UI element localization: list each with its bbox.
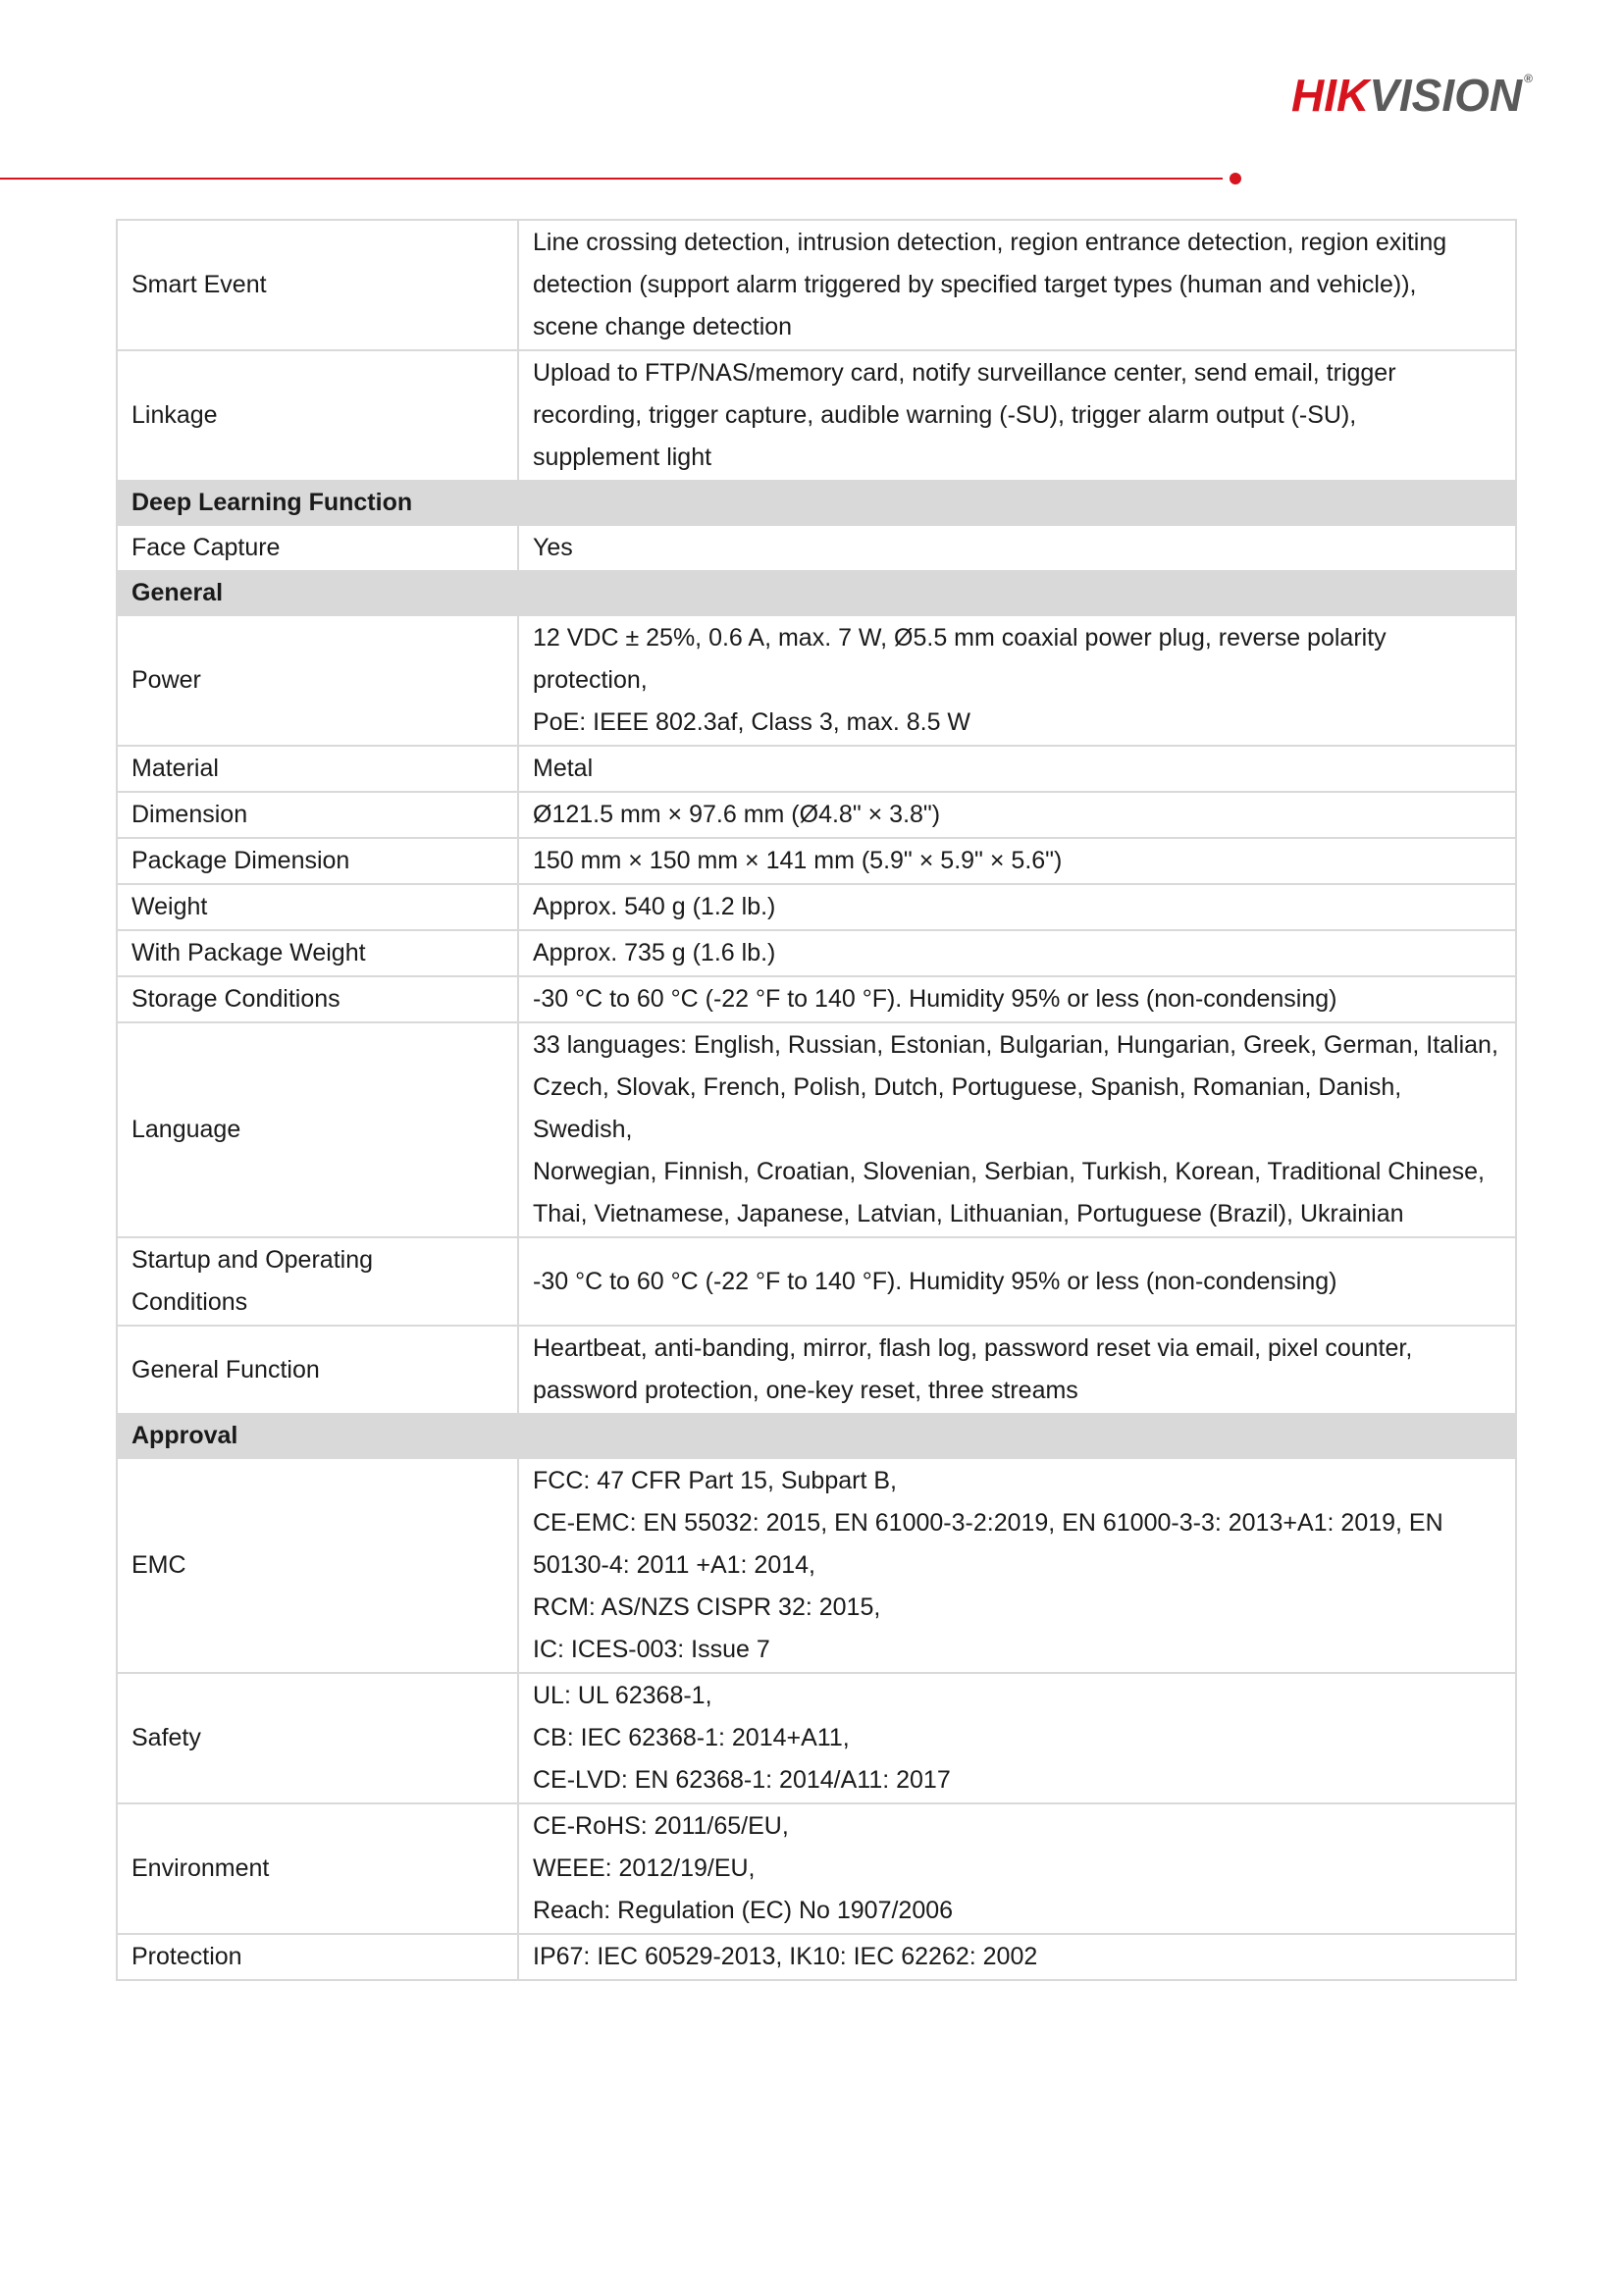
value-line: supplement light bbox=[533, 444, 712, 471]
value-line: 12 VDC ± 25%, 0.6 A, max. 7 W, Ø5.5 mm coaxial power plug, reverse polarity bbox=[533, 624, 1387, 652]
spec-value: Approx. 735 g (1.6 lb.) bbox=[518, 930, 1516, 976]
spec-label: With Package Weight bbox=[117, 930, 518, 976]
spec-value: Approx. 540 g (1.2 lb.) bbox=[518, 884, 1516, 930]
spec-label: Dimension bbox=[117, 792, 518, 838]
spec-label: EMC bbox=[117, 1458, 518, 1673]
label-line: Startup and Operating bbox=[131, 1246, 373, 1274]
value-line: password protection, one-key reset, three streams bbox=[533, 1377, 1078, 1404]
value-line: scene change detection bbox=[533, 313, 793, 340]
spec-row-dimension bbox=[117, 792, 1516, 838]
value-line: protection, bbox=[533, 666, 648, 694]
value-line: CE-EMC: EN 55032: 2015, EN 61000-3-2:2019, EN 61000-3-3: 2013+A1: 2019, EN bbox=[533, 1509, 1443, 1537]
spec-label: Power bbox=[117, 615, 518, 746]
value-line: Thai, Vietnamese, Japanese, Latvian, Lithuanian, Portuguese (Brazil), Ukrainian bbox=[533, 1200, 1404, 1227]
spec-label: Storage Conditions bbox=[117, 976, 518, 1022]
spec-value bbox=[518, 350, 1516, 481]
value-line: Upload to FTP/NAS/memory card, notify surveillance center, send email, trigger bbox=[533, 359, 1396, 387]
spec-label: Protection bbox=[117, 1934, 518, 1980]
section-heading: General bbox=[117, 571, 1516, 615]
value-line: RCM: AS/NZS CISPR 32: 2015, bbox=[533, 1593, 881, 1621]
spec-value bbox=[518, 1022, 1516, 1237]
spec-label: Face Capture bbox=[117, 525, 518, 571]
spec-value: Ø121.5 mm × 97.6 mm (Ø4.8" × 3.8") bbox=[518, 792, 1516, 838]
value-line: WEEE: 2012/19/EU, bbox=[533, 1854, 756, 1882]
spec-value bbox=[518, 615, 1516, 746]
spec-row-linkage bbox=[117, 350, 1516, 481]
spec-value bbox=[518, 220, 1516, 350]
hikvision-logo bbox=[1290, 70, 1533, 121]
spec-value: 150 mm × 150 mm × 141 mm (5.9" × 5.9" × 5.6") bbox=[518, 838, 1516, 884]
value-line: recording, trigger capture, audible warning (-SU), trigger alarm output (-SU), bbox=[533, 401, 1357, 429]
logo-primary: HIK bbox=[1290, 70, 1370, 121]
spec-row-weight bbox=[117, 884, 1516, 930]
spec-value bbox=[518, 1673, 1516, 1803]
spec-label: Language bbox=[117, 1022, 518, 1237]
spec-row-storage-conditions bbox=[117, 976, 1516, 1022]
spec-value bbox=[518, 1458, 1516, 1673]
spec-label: Package Dimension bbox=[117, 838, 518, 884]
value-line: detection (support alarm triggered by specified target types (human and vehicle)), bbox=[533, 271, 1417, 298]
spec-table bbox=[116, 219, 1517, 1981]
spec-value: -30 °C to 60 °C (-22 °F to 140 °F). Humidity 95% or less (non-condensing) bbox=[518, 976, 1516, 1022]
spec-row-power bbox=[117, 615, 1516, 746]
value-line: Norwegian, Finnish, Croatian, Slovenian, Serbian, Turkish, Korean, Traditional Chinese, bbox=[533, 1158, 1485, 1185]
logo-secondary: VISION bbox=[1369, 70, 1523, 121]
value-line: IC: ICES-003: Issue 7 bbox=[533, 1636, 770, 1663]
section-general bbox=[117, 571, 1516, 615]
spec-row-emc bbox=[117, 1458, 1516, 1673]
section-heading: Approval bbox=[117, 1414, 1516, 1458]
spec-row-face-capture bbox=[117, 525, 1516, 571]
value-line: FCC: 47 CFR Part 15, Subpart B, bbox=[533, 1467, 897, 1494]
value-line: CE-LVD: EN 62368-1: 2014/A11: 2017 bbox=[533, 1766, 951, 1794]
spec-row-environment bbox=[117, 1803, 1516, 1934]
section-heading: Deep Learning Function bbox=[117, 481, 1516, 525]
spec-value: Yes bbox=[518, 525, 1516, 571]
value-line: 50130-4: 2011 +A1: 2014, bbox=[533, 1551, 815, 1579]
value-line: UL: UL 62368-1, bbox=[533, 1682, 712, 1709]
label-line: Conditions bbox=[131, 1288, 248, 1316]
value-line: CE-RoHS: 2011/65/EU, bbox=[533, 1812, 789, 1840]
section-approval bbox=[117, 1414, 1516, 1458]
spec-value: IP67: IEC 60529-2013, IK10: IEC 62262: 2002 bbox=[518, 1934, 1516, 1980]
spec-row-package-dimension bbox=[117, 838, 1516, 884]
spec-row-protection bbox=[117, 1934, 1516, 1980]
value-line: CB: IEC 62368-1: 2014+A11, bbox=[533, 1724, 850, 1751]
spec-row-material bbox=[117, 746, 1516, 792]
spec-value: -30 °C to 60 °C (-22 °F to 140 °F). Humidity 95% or less (non-condensing) bbox=[518, 1237, 1516, 1326]
spec-value bbox=[518, 1326, 1516, 1414]
value-line: PoE: IEEE 802.3af, Class 3, max. 8.5 W bbox=[533, 708, 971, 736]
spec-row-startup-conditions bbox=[117, 1237, 1516, 1326]
spec-row-safety bbox=[117, 1673, 1516, 1803]
spec-label: Linkage bbox=[117, 350, 518, 481]
header-rule bbox=[0, 178, 1223, 180]
spec-row-language bbox=[117, 1022, 1516, 1237]
header-rule-dot bbox=[1230, 173, 1241, 184]
logo-registered-mark: ® bbox=[1524, 72, 1533, 85]
spec-row-general-function bbox=[117, 1326, 1516, 1414]
value-line: 33 languages: English, Russian, Estonian, Bulgarian, Hungarian, Greek, German, Italian, bbox=[533, 1031, 1498, 1059]
value-line: Line crossing detection, intrusion detection, region entrance detection, region exiting bbox=[533, 229, 1447, 256]
spec-row-smart-event bbox=[117, 220, 1516, 350]
spec-label: Environment bbox=[117, 1803, 518, 1934]
spec-label: Material bbox=[117, 746, 518, 792]
spec-value: Metal bbox=[518, 746, 1516, 792]
spec-label bbox=[117, 1237, 518, 1326]
spec-row-with-package-weight bbox=[117, 930, 1516, 976]
spec-label: General Function bbox=[117, 1326, 518, 1414]
spec-value bbox=[518, 1803, 1516, 1934]
spec-label: Weight bbox=[117, 884, 518, 930]
value-line: Heartbeat, anti-banding, mirror, flash log, password reset via email, pixel counter, bbox=[533, 1334, 1413, 1362]
section-deep-learning bbox=[117, 481, 1516, 525]
value-line: Czech, Slovak, French, Polish, Dutch, Portuguese, Spanish, Romanian, Danish, Swedish, bbox=[533, 1073, 1402, 1143]
spec-label: Safety bbox=[117, 1673, 518, 1803]
value-line: Reach: Regulation (EC) No 1907/2006 bbox=[533, 1897, 954, 1924]
spec-label: Smart Event bbox=[117, 220, 518, 350]
